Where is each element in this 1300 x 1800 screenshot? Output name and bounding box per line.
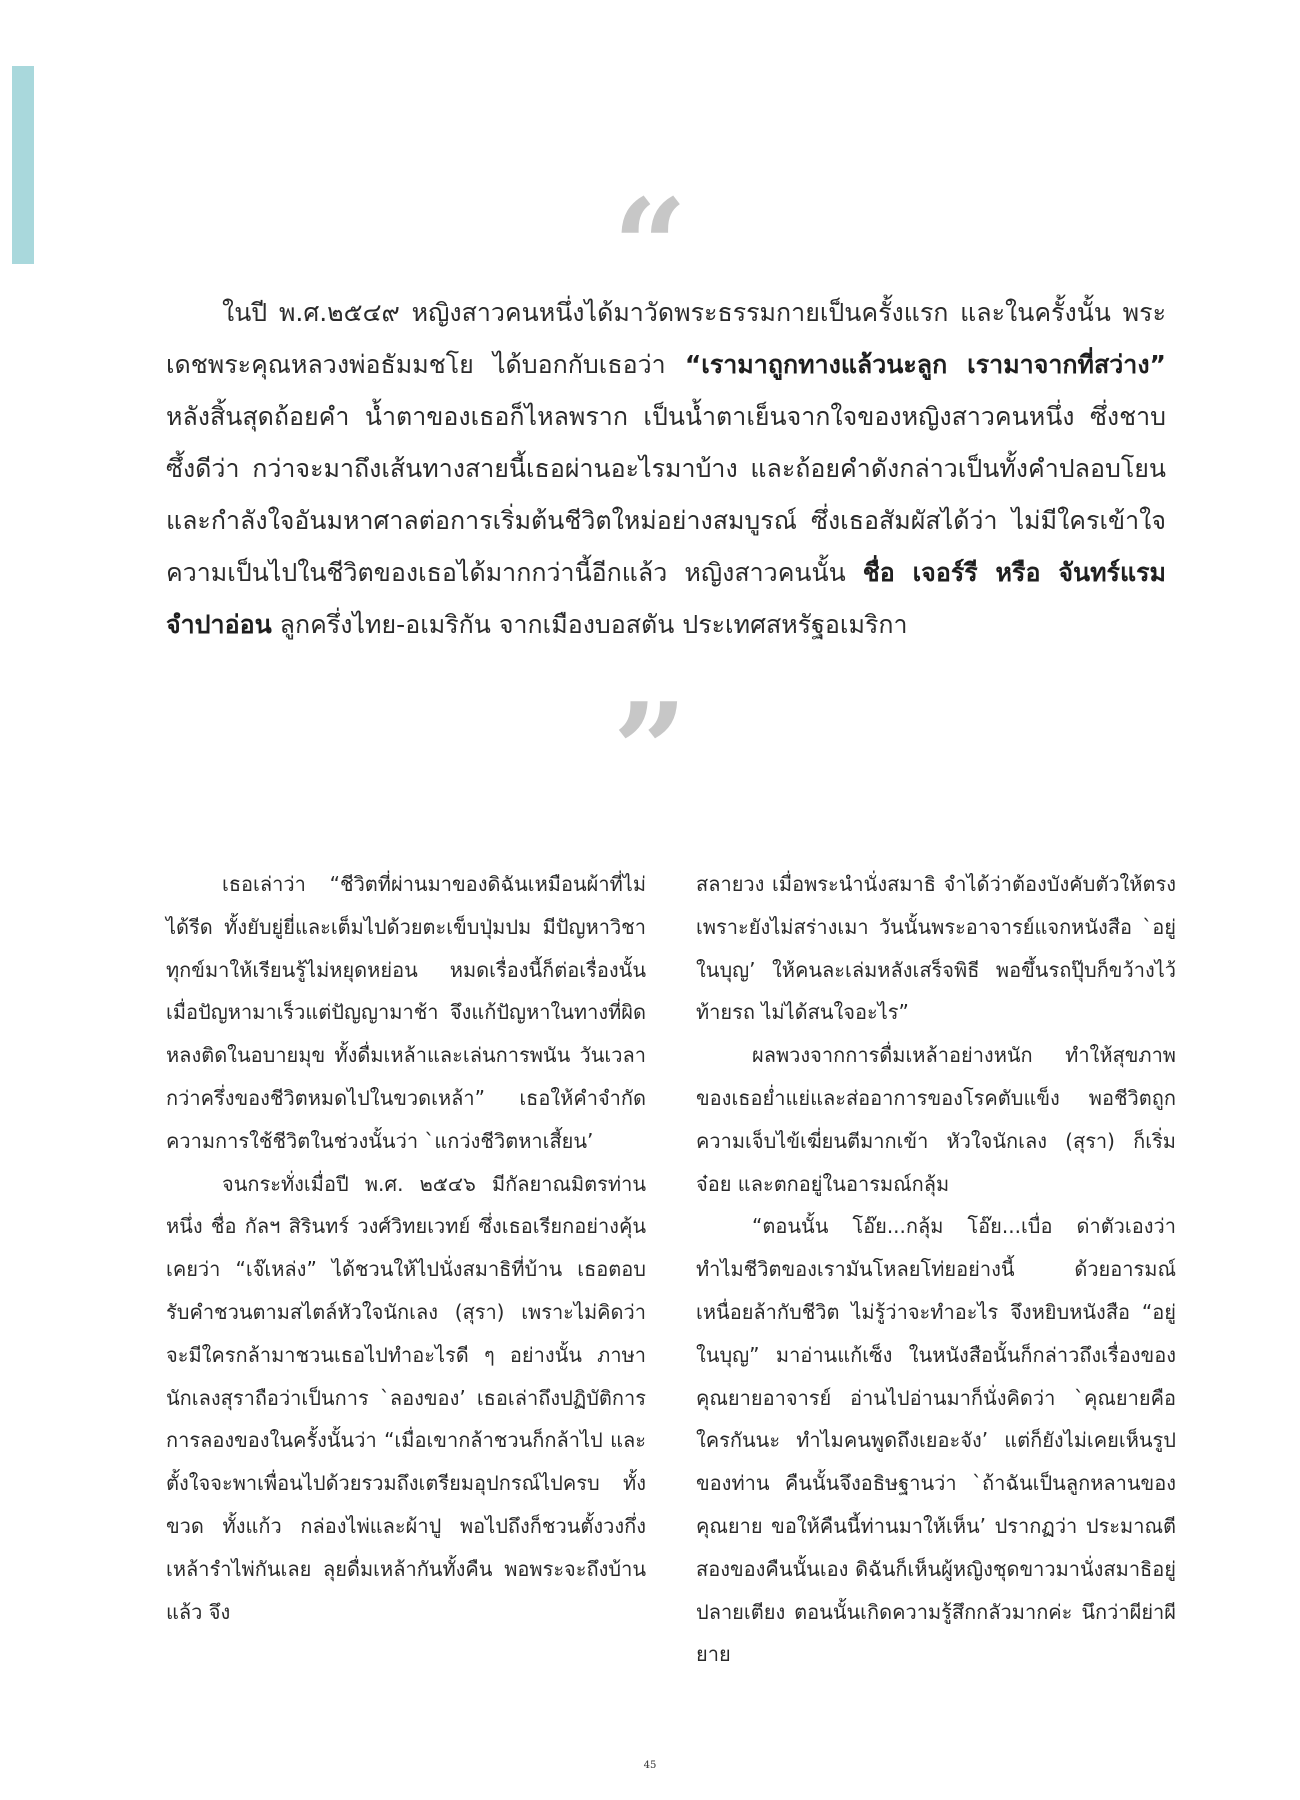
right-paragraph-1: สลายวง เมื่อพระนำนั่งสมาธิ จำได้ว่าต้องบังคับตัวให้ตรง เพราะยังไม่สร่างเมา วันนั้นพระอาจารย์แจกหนังสือ `อยู่ในบุญ’ ให้คนละเล่มหลังเสร็จพิธี พอขึ้นรถปุ๊บก็ขว้างไว้ท้ายรถ ไม่ได้สนใจอะไร”	[696, 872, 1176, 1025]
left-paragraph-1: เธอเล่าว่า “ชีวิตที่ผ่านมาของดิฉันเหมือนผ้าที่ไม่ได้รีด ทั้งยับยู่ยี่และเต็มไปด้วยตะเข็บปุ่มปม มีปัญหาวิชาทุกข์มาให้เรียนรู้ไม่หยุดหย่อน หมดเรื่องนี้ก็ต่อเรื่องนั้น เมื่อปัญหามาเร็วแต่ปัญญามาช้า จึงแก้ปัญหาในทางที่ผิด หลงติดในอบายมุข ทั้งดื่มเหล้าและเล่นการพนัน วันเวลากว่าครึ่งของชีวิตหมดไปในขวดเหล้า” เธอให้คำจำกัดความการใช้ชีวิตในช่วงนั้นว่า `แกว่งชีวิตหาเสี้ยน’	[166, 872, 646, 1153]
right-paragraph-2: ผลพวงจากการดื่มเหล้าอย่างหนัก ทำให้สุขภาพของเธอย่ำแย่และส่ออาการของโรคตับแข็ง พอชีวิตถูกความเจ็บไข้เฆี่ยนตีมากเข้า หัวใจนักเลง (สุรา) ก็เริ่มจ๋อย และตกอยู่ในอารมณ์กลุ้ม	[696, 1043, 1176, 1196]
lead-quote-bold: “เรามาถูกทางแล้วนะลูก เรามาจากที่สว่าง”	[684, 350, 1166, 379]
open-quote-mark: “	[612, 170, 688, 323]
left-column	[166, 863, 646, 1633]
right-column	[696, 863, 1176, 1676]
lead-text-1: ในปี พ.ศ.๒๕๔๙ หญิงสาวคนหนึ่งได้มาวัดพระธรรมกายเป็นครั้งแรก และในครั้งนั้น พระเดชพระคุณหลวงพ่อธัมมชโย ได้บอกกับเธอว่า	[166, 298, 1166, 379]
close-quote-mark: ”	[612, 674, 688, 827]
right-paragraph-3: “ตอนนั้น โอ๊ย...กลุ้ม โอ๊ย...เบื่อ ด่าตัวเองว่า ทำไมชีวิตของเรามันโหลยโท่ยอย่างนี้ ด้วยอารมณ์เหนื่อยล้ากับชีวิต ไม่รู้ว่าจะทำอะไร จึงหยิบหนังสือ “อยู่ในบุญ” มาอ่านแก้เซ็ง ในหนังสือนั้นก็กล่าวถึงเรื่องของคุณยายอาจารย์ อ่านไปอ่านมาก็นั่งคิดว่า `คุณยายคือใครกันนะ ทำไมคนพูดถึงเยอะจัง’ แต่ก็ยังไม่เคยเห็นรูปของท่าน คืนนั้นจึงอธิษฐานว่า `ถ้าฉันเป็นลูกหลานของคุณยาย ขอให้คืนนี้ท่านมาให้เห็น’ ปรากฏว่า ประมาณตีสองของคืนนั้นเอง ดิฉันก็เห็นผู้หญิงชุดขาวมานั่งสมาธิอยู่ปลายเตียง ตอนนั้นเกิดความรู้สึกกลัวมากค่ะ นึกว่าผีย่าผียาย	[696, 1214, 1176, 1667]
page-number: 45	[643, 1760, 657, 1771]
lead-paragraph	[166, 287, 1166, 651]
left-paragraph-2: จนกระทั่งเมื่อปี พ.ศ. ๒๕๔๖ มีกัลยาณมิตรท่านหนึ่ง ชื่อ กัลฯ สิรินทร์ วงศ์วิทยเวทย์ ซึ่งเธอเรียกอย่างคุ้นเคยว่า “เจ๊เหล่ง” ได้ชวนให้ไปนั่งสมาธิที่บ้าน เธอตอบรับคำชวนตามสไตล์หัวใจนักเลง (สุรา) เพราะไม่คิดว่าจะมีใครกล้ามาชวนเธอไปทำอะไรดี ๆ อย่างนั้น ภาษานักเลงสุราถือว่าเป็นการ `ลองของ’ เธอเล่าถึงปฏิบัติการการลองของในครั้งนั้นว่า “เมื่อเขากล้าชวนก็กล้าไป และตั้งใจจะพาเพื่อนไปด้วยรวมถึงเตรียมอุปกรณ์ไปครบ ทั้งขวด ทั้งแก้ว กล่องไพ่และผ้าปู พอไปถึงก็ชวนตั้งวงกึ่งเหล้ารำไพ่กันเลย ลุยดื่มเหล้ากันทั้งคืน พอพระจะถึงบ้านแล้ว จึง	[166, 1171, 646, 1624]
lead-text-3: ลูกครึ่งไทย-อเมริกัน จากเมืองบอสตัน ประเทศสหรัฐอเมริกา	[271, 610, 908, 639]
lead-name-bold: ชื่อ เจอร์รี หรือ จันทร์แรม จำปาอ่อน	[166, 558, 1166, 639]
lead-text-2: หลังสิ้นสุดถ้อยคำ น้ำตาของเธอก็ไหลพราก เป็นน้ำตาเย็นจากใจของหญิงสาวคนหนึ่ง ซึ่งชาบซึ้งดีว่า กว่าจะมาถึงเส้นทางสายนี้เธอผ่านอะไรมาบ้าง และถ้อยคำดังกล่าวเป็นทั้งคำปลอบโยนและกำลังใจอันมหาศาลต่อการเริ่มต้นชีวิตใหม่อย่างสมบูรณ์ ซึ่งเธอสัมผัสได้ว่า ไม่มีใครเข้าใจความเป็นไปในชีวิตของเธอได้มากกว่านี้อีกแล้ว หญิงสาวคนนั้น	[166, 402, 1166, 587]
